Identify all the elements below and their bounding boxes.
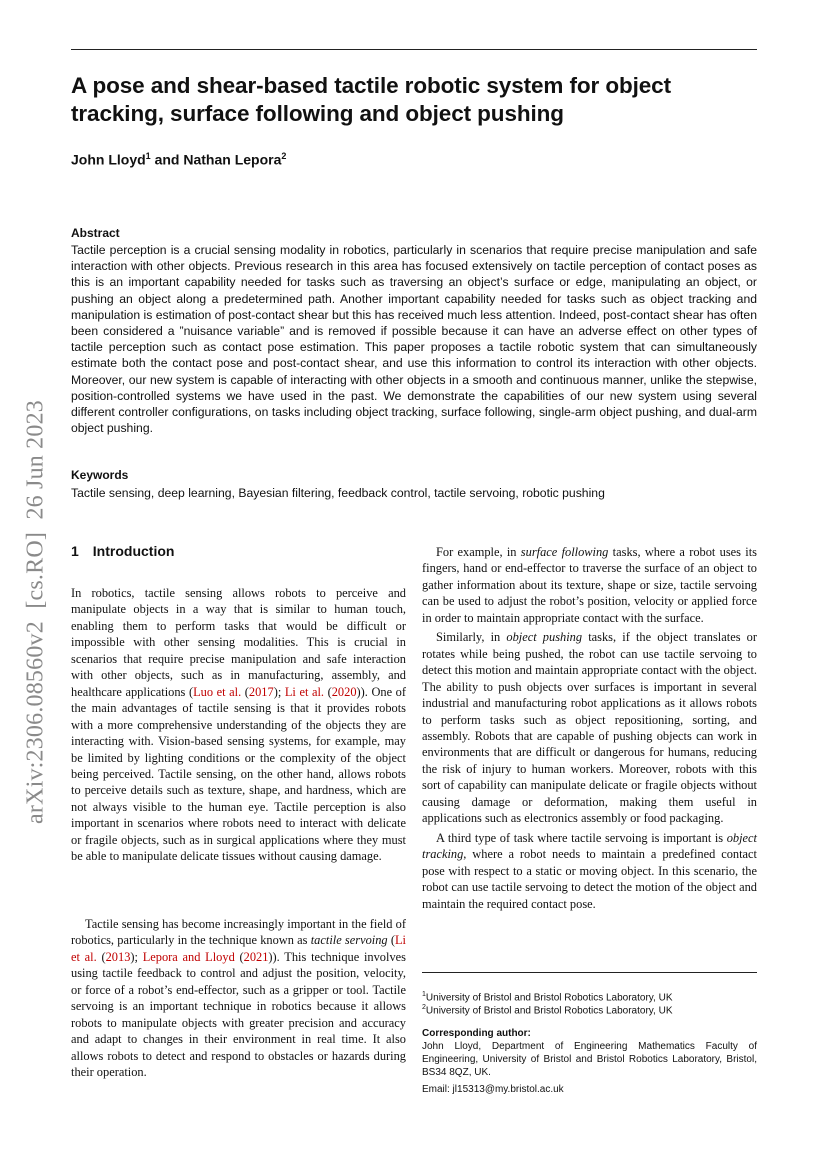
text-run: ); bbox=[273, 684, 285, 699]
text-run: tasks, where a robot uses its fingers, hand or end-effector to traverse the surface of an object to gather information about its texture, shape or size, tactile servoing can be used to adjust the robot’s position, velocity or applied force in order to maintain appropriate contact with the surface. bbox=[422, 545, 757, 625]
text-run: , where a robot needs to maintain a predefined contact pose with respect to a static or moving object. In this scenario, the robot can use tactile servoing to detect the motion of the object and maintain the required contact pose. bbox=[422, 847, 757, 911]
keywords-heading: Keywords bbox=[71, 468, 129, 482]
author-name: Nathan Lepora bbox=[183, 151, 282, 168]
text-run: Tactile sensing has become increasingly important in the field of robotics, particularly in the technique known as bbox=[71, 917, 406, 948]
paragraph bbox=[71, 916, 406, 1081]
citation-link[interactable]: Li et al. bbox=[284, 684, 325, 699]
emphasis-term: tactile servoing bbox=[310, 933, 388, 948]
left-column-continued bbox=[71, 916, 406, 1081]
paragraph bbox=[71, 585, 406, 865]
author-joiner: and bbox=[150, 151, 184, 168]
paper-title: A pose and shear-based tactile robotic system for object tracking, surface following and object pushing bbox=[71, 73, 671, 126]
section-number: 1 bbox=[71, 543, 79, 559]
footnote-rule bbox=[422, 972, 757, 973]
affiliation-mark: 2 bbox=[281, 151, 287, 161]
abstract-text: Tactile perception is a crucial sensing modality in robotics, particularly in scenarios that require precise manipulation and safe interaction with other objects. Previous research in this area has focused extensively on tactile perception of contact poses as this is an important capability needed for tasks such as traversing an object’s surface or edge, manipulating an object, or pushing an object along a predetermined path. Another important capability needed for tasks such as object tracking and manipulation is estimation of post-contact shear but this has received much less attention. Indeed, post-contact shear has often been considered a ”nuisance variable” and is removed if possible because it can have an adverse effect on other types of tactile perception such as contact pose estimation. This paper proposes a tactile robotic system that can simultaneously estimate both the contact pose and post-contact shear, and use this information to control its interaction with other objects. Moreover, our new system is capable of interacting with other objects in a smooth and continuous manner, unlike the stepwise, position-controlled systems we have used in the past. We demonstrate the capabilities of our new system using several different controller configurations, on tasks including object tracking, surface following, single-arm object pushing, and dual-arm object pushing. bbox=[71, 243, 757, 436]
author-line bbox=[71, 151, 286, 168]
footnote-text: University of Bristol and Bristol Robotics Laboratory, UK bbox=[425, 1005, 673, 1017]
text-run: ( bbox=[96, 949, 106, 964]
citation-link[interactable]: 2020 bbox=[331, 684, 357, 699]
citation-link[interactable]: 2017 bbox=[248, 684, 274, 699]
text-run: For example, in bbox=[436, 545, 521, 559]
text-run: tasks, if the object translates or rotates while being pushed, the robot can use tactile servoing to detect this motion and maintain appropriate contact with the object. The ability to push objects over surfaces is important in several industrial and manufacturing robot applications as it allows robots to perform tasks such as object repositioning, sorting, and assembly. Robots that are capable of pushing objects can work in environments that are difficult or dangerous for humans, reducing the risk of injury to human workers. Moreover, robots with this sort of capability can manipulate delicate or fragile objects without causing damage or deformation, making them useful in applications such as electronics assembly or food packaging. bbox=[422, 630, 757, 826]
paragraph bbox=[422, 544, 757, 626]
right-column bbox=[422, 544, 757, 912]
corresponding-author bbox=[422, 1027, 762, 1096]
text-run: )). One of the main advantages of tactile sensing is that it provides robots with a more comprehensive understanding of the objects they are interacting with. Vision-based sensing systems, for example, may be limited by lighting conditions or the complexity of the object being perceived. Tactile sensing, on the other hand, allows robots to perceive details such as texture, shape, and hardness, which are not always visible to the human eye. Tactile perception is also important in scenarios where robots need to interact with delicate or fragile objects, such as in surgical applications where they must be able to manipulate delicate tissues without causing damage. bbox=[71, 684, 406, 864]
footnote-mark: 1 bbox=[422, 991, 426, 998]
footnote-text: University of Bristol and Bristol Robotics Laboratory, UK bbox=[425, 992, 673, 1004]
citation-link[interactable]: Luo et al. bbox=[193, 684, 242, 699]
section-heading bbox=[71, 543, 174, 559]
text-run: Similarly, in bbox=[436, 630, 507, 645]
citation-link[interactable]: 2021 bbox=[243, 949, 269, 964]
text-run: )). This technique involves using tactile feedback to control and adjust the position, velocity, or force of a robot’s end-effector, such as a gripper or tool. Tactile servoing is an important technique in robotics because it allows robots to manipulate objects with greater precision and accuracy and adapt to changes in their environment in real time. It also allows robots to detect and respond to obstacles or hazards during their operation. bbox=[71, 949, 406, 1080]
paragraph bbox=[422, 629, 757, 826]
text-run: ( bbox=[387, 933, 395, 948]
author-name: John Lloyd bbox=[71, 151, 146, 168]
left-column bbox=[71, 585, 406, 865]
paragraph bbox=[422, 830, 757, 912]
citation-link[interactable]: Li et al. bbox=[71, 933, 406, 964]
corresponding-address: John Lloyd, Department of Engineering Mathematics Faculty of Engineering, University of Bristol and Bristol Robotics Laboratory, Bristol, BS34 8QZ, UK. bbox=[422, 1041, 757, 1078]
section-title: Introduction bbox=[92, 543, 175, 559]
text-run: In robotics, tactile sensing allows robots to perceive and manipulate objects in a way that is similar to human touch, enabling them to perform tasks that would be difficult or impossible with other sensing modalities. This is crucial in scenarios that require precise manipulation and safe interaction with other objects, such as in manufacturing, assembly, and healthcare applications ( bbox=[71, 586, 406, 699]
citation-link[interactable]: Lepora and Lloyd bbox=[142, 949, 235, 964]
header-rule bbox=[71, 49, 757, 50]
abstract-heading: Abstract bbox=[71, 226, 120, 240]
text-run: ( bbox=[324, 684, 332, 699]
footnote bbox=[422, 1001, 762, 1017]
text-run: A third type of task where tactile servoing is important is bbox=[436, 830, 727, 845]
footnote-mark: 2 bbox=[422, 1004, 426, 1011]
text-run: ); bbox=[130, 949, 143, 964]
emphasis-term: object pushing bbox=[506, 630, 583, 645]
emphasis-term: object tracking bbox=[422, 830, 757, 862]
arxiv-stamp-text: arXiv:2306.08560v2 [cs.RO] 26 Jun 2023 bbox=[22, 400, 49, 824]
text-run: ( bbox=[234, 949, 244, 964]
corresponding-email[interactable]: Email: jl15313@my.bristol.ac.uk bbox=[422, 1084, 564, 1095]
text-run: ( bbox=[241, 684, 249, 699]
affiliation-mark: 1 bbox=[145, 151, 151, 161]
emphasis-term: surface following bbox=[520, 545, 609, 559]
citation-link[interactable]: 2013 bbox=[105, 949, 131, 964]
keywords-text: Tactile sensing, deep learning, Bayesian filtering, feedback control, tactile servoing, robotic pushing bbox=[71, 486, 605, 500]
corresponding-heading: Corresponding author: bbox=[422, 1028, 531, 1039]
